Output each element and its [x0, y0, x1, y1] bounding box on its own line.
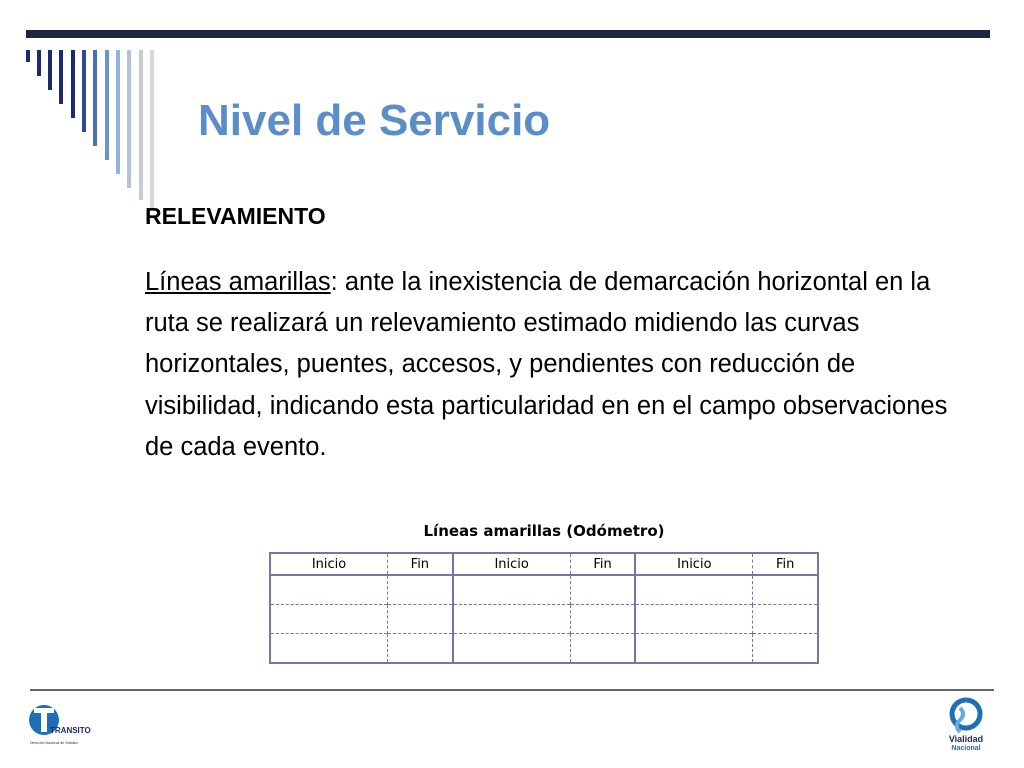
table-cell [388, 575, 453, 605]
bottom-divider [30, 689, 994, 691]
transito-logo-subtext: Dirección Nacional de Vialidad [30, 741, 78, 745]
table-cell [753, 634, 818, 664]
table-cell [570, 634, 635, 664]
stripe [116, 50, 120, 174]
header-cell: Fin [388, 553, 453, 575]
table-cell [570, 605, 635, 634]
stripe [59, 50, 63, 104]
table-row [270, 634, 818, 664]
vialidad-nacional-logo-icon [938, 696, 994, 752]
stripe [127, 50, 131, 188]
body-paragraph [145, 262, 975, 468]
stripe [150, 50, 154, 208]
header-cell: Fin [753, 553, 818, 575]
header-cell: Inicio [453, 553, 571, 575]
section-heading: RELEVAMIENTO [145, 203, 326, 229]
header-cell: Fin [570, 553, 635, 575]
term-underlined: Líneas amarillas [145, 268, 331, 296]
table-caption: Líneas amarillas (Odómetro) [423, 522, 665, 540]
stripe [37, 50, 41, 76]
decorative-stripes [26, 50, 176, 210]
table-cell [388, 634, 453, 664]
header-cell: Inicio [635, 553, 753, 575]
table-row [270, 575, 818, 605]
table-header-row [270, 553, 818, 575]
table-cell [635, 575, 753, 605]
table-cell [453, 575, 571, 605]
transito-logo [28, 700, 91, 748]
stripe [82, 50, 86, 132]
vialidad-logo-line1: Vialidad [948, 734, 984, 744]
table-cell [270, 605, 388, 634]
transito-logo-text: TRANSITO [50, 726, 91, 735]
table-cell [753, 575, 818, 605]
table-cell [635, 634, 753, 664]
transito-logo-icon [28, 700, 91, 748]
stripe [26, 50, 30, 62]
paragraph-text: : ante la inexistencia de demarcación horizontal en la ruta se realizará un relevamiento estimado midiendo las curvas horizontales, puentes, accesos, y pendientes con reducción de visibilidad, indicando esta particularidad en en el campo observaciones de cada evento. [145, 268, 948, 461]
table-cell [753, 605, 818, 634]
table-row [270, 605, 818, 634]
stripe [105, 50, 109, 160]
table-cell [270, 575, 388, 605]
table-cell [388, 605, 453, 634]
vialidad-nacional-logo [938, 696, 994, 752]
stripe [71, 50, 75, 118]
odometer-table [269, 552, 819, 664]
table-cell [453, 634, 571, 664]
stripe [93, 50, 97, 146]
stripe [48, 50, 52, 90]
header-cell: Inicio [270, 553, 388, 575]
vialidad-logo-line2: Nacional [951, 745, 981, 752]
stripe [139, 50, 143, 200]
table-cell [453, 605, 571, 634]
top-decorative-bar [26, 30, 990, 38]
slide-title: Nivel de Servicio [198, 96, 551, 145]
table-cell [270, 634, 388, 664]
table-cell [635, 605, 753, 634]
table-cell [570, 575, 635, 605]
